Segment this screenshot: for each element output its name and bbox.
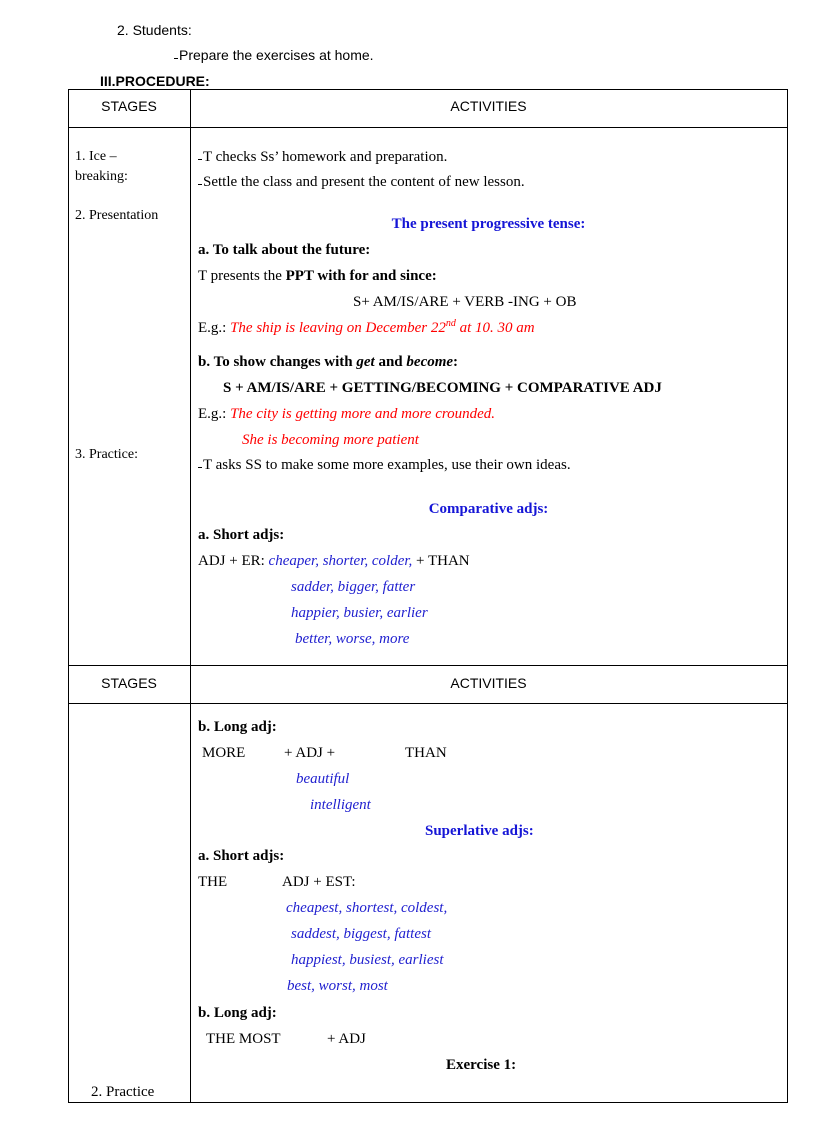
changes-title: b. To show changes with get and become: xyxy=(198,354,459,370)
stage-ice-line2: breaking: xyxy=(75,169,128,184)
bullet-dash-icon xyxy=(198,184,202,185)
word-beautiful: beautiful xyxy=(296,771,350,787)
eg-label: E.g.: xyxy=(198,320,231,336)
presents-text: T presents the xyxy=(198,268,286,284)
more-label: MORE xyxy=(202,745,246,761)
heading-comparative: Comparative adjs: xyxy=(428,501,549,517)
adj-est-label: ADJ + EST: xyxy=(282,874,356,890)
students-item xyxy=(174,47,374,63)
long-adj-title-2: b. Long adj: xyxy=(198,1005,277,1021)
the-label: THE xyxy=(198,874,228,890)
plus-adj-label: + ADJ + xyxy=(284,745,336,761)
students-item-text: Prepare the exercises at home. xyxy=(179,47,374,63)
activity-text: Settle the class and present the content of new lesson. xyxy=(203,174,525,190)
short-adjs-title: a. Short adjs: xyxy=(198,527,285,543)
heading-superlative: Superlative adjs: xyxy=(425,823,534,839)
example-1: The ship is leaving on December 22nd at 10. 30 am xyxy=(230,318,535,336)
stage-ice-line1: 1. Ice – xyxy=(75,149,117,164)
superlative-list-3: happiest, busiest, earliest xyxy=(291,952,444,968)
presents-line xyxy=(198,268,437,285)
stage-presentation: 2. Presentation xyxy=(75,208,159,223)
col-header-activities: ACTIVITIES xyxy=(450,675,527,691)
example-3: She is becoming more patient xyxy=(242,432,419,448)
procedure-heading: III.PROCEDURE: xyxy=(100,73,210,87)
superlative-list-1: cheapest, shortest, coldest, xyxy=(286,900,448,916)
exercise-heading: Exercise 1: xyxy=(446,1057,517,1073)
activity-line xyxy=(198,457,571,474)
example-line-2 xyxy=(198,406,495,423)
stage-practice-2: 2. Practice xyxy=(91,1084,155,1100)
stage-practice: 3. Practice: xyxy=(75,447,138,462)
formula-progressive: S+ AM/IS/ARE + VERB -ING + OB xyxy=(353,294,577,310)
col-header-stages: STAGES xyxy=(101,98,157,114)
eg-label: E.g.: xyxy=(198,406,231,422)
activity-line xyxy=(198,149,447,166)
comparative-list-4: better, worse, more xyxy=(295,631,410,647)
students-heading: 2. Students: xyxy=(117,22,192,38)
short-adjs-title-2: a. Short adjs: xyxy=(198,848,285,864)
activity-line xyxy=(198,174,525,191)
than-label: THAN xyxy=(405,745,447,761)
example-line-1 xyxy=(198,320,535,337)
formula-changes: S + AM/IS/ARE + GETTING/BECOMING + COMPARATIVE ADJ xyxy=(223,380,662,396)
bullet-dash-icon xyxy=(174,58,178,59)
presents-bold-text: PPT with for and since: xyxy=(285,268,437,284)
long-adj-title: b. Long adj: xyxy=(198,719,277,735)
superlative-list-4: best, worst, most xyxy=(287,978,388,994)
activity-text: T asks SS to make some more examples, use their own ideas. xyxy=(203,457,571,473)
plus-adj-label-2: + ADJ xyxy=(327,1031,366,1047)
activity-text: T checks Ss’ homework and preparation. xyxy=(203,149,448,165)
bullet-dash-icon xyxy=(198,467,202,468)
word-intelligent: intelligent xyxy=(310,797,371,813)
comparative-list-2: sadder, bigger, fatter xyxy=(291,579,416,595)
superlative-list-2: saddest, biggest, fattest xyxy=(291,926,431,942)
col-header-stages: STAGES xyxy=(101,675,157,691)
comparative-list-3: happier, busier, earlier xyxy=(291,605,428,621)
example-2: The city is getting more and more crounded. xyxy=(230,406,496,422)
the-most-label: THE MOST xyxy=(206,1031,281,1047)
adj-er-line: ADJ + ER: cheaper, shorter, colder, + THAN xyxy=(198,553,470,569)
heading-present-progressive: The present progressive tense: xyxy=(391,216,586,232)
bullet-dash-icon xyxy=(198,159,202,160)
future-title: a. To talk about the future: xyxy=(198,242,371,258)
col-header-activities: ACTIVITIES xyxy=(450,98,527,114)
